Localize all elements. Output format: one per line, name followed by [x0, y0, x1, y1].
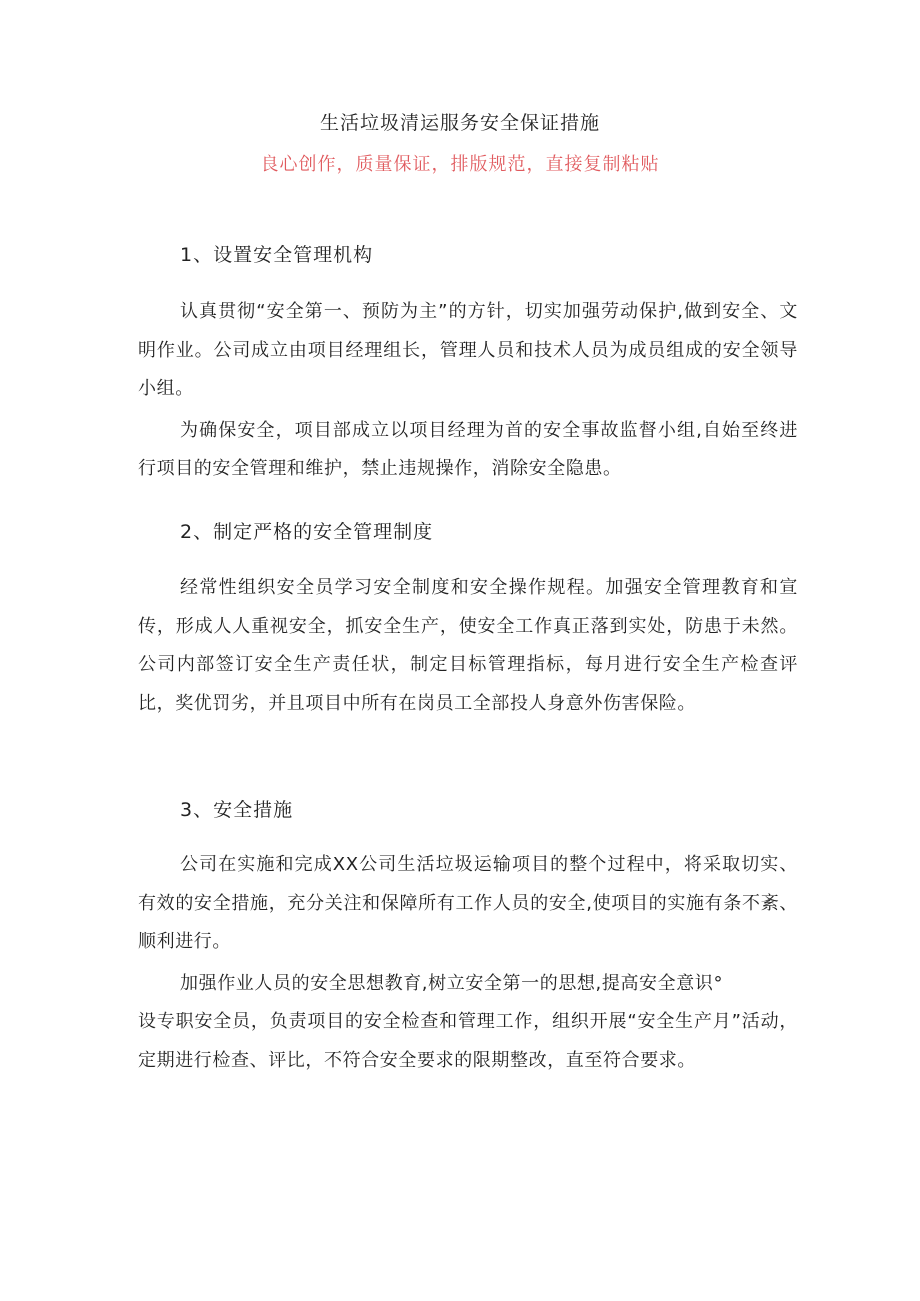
- section-1-paragraph-2: 为确保安全，项目部成立以项目经理为首的安全事故监督小组,自始至终进行项目的安全管理和维护，禁止违规操作，消除安全隐患。: [138, 419, 798, 479]
- section-3-paragraph-2: 加强作业人员的安全思想教育,树立安全第一的思想,提高安全意识°: [180, 972, 724, 994]
- section-1-paragraph-1: 认真贯彻“安全第一、预防为主”的方针，切实加强劳动保护,做到安全、文明作业。公司成立由项目经理组长，管理人员和技术人员为成员组成的安全领导小组。: [138, 301, 798, 399]
- section-2-paragraph-1: 经常性组织安全员学习安全制度和安全操作规程。加强安全管理教育和宣传，形成人人重视安全，抓安全生产，使安全工作真正落到实处，防患于未然。公司内部签订安全生产责任状，制定目标管理指标，每月进行安全生产检查评比，奖优罚劣，并且项目中所有在岗员工全部投人身意外伤害保险。: [138, 577, 798, 714]
- section-3-body: [138, 846, 798, 1080]
- section-1-heading: 1、设置安全管理机构: [180, 244, 374, 266]
- document-subtitle: 良心创作，质量保证，排版规范，直接复制粘贴: [260, 154, 660, 175]
- section-3-paragraph-3: 设专职安全员，负责项目的安全检查和管理工作，组织开展“安全生产月”活动，定期进行检查、评比，不符合安全要求的限期整改，直至符合要求。: [138, 1011, 798, 1071]
- section-1-body: [138, 293, 798, 489]
- section-2-body: [138, 569, 798, 723]
- document-title: 生活垃圾清运服务安全保证措施: [319, 112, 600, 134]
- section-3-paragraph-1: 公司在实施和完成XX公司生活垃圾运输项目的整个过程中，将采取切实、有效的安全措施，充分关注和保障所有工作人员的安全,使项目的实施有条不紊、顺利进行。: [138, 854, 798, 952]
- section-2-heading: 2、制定严格的安全管理制度: [180, 521, 434, 543]
- section-3-heading: 3、安全措施: [180, 799, 294, 821]
